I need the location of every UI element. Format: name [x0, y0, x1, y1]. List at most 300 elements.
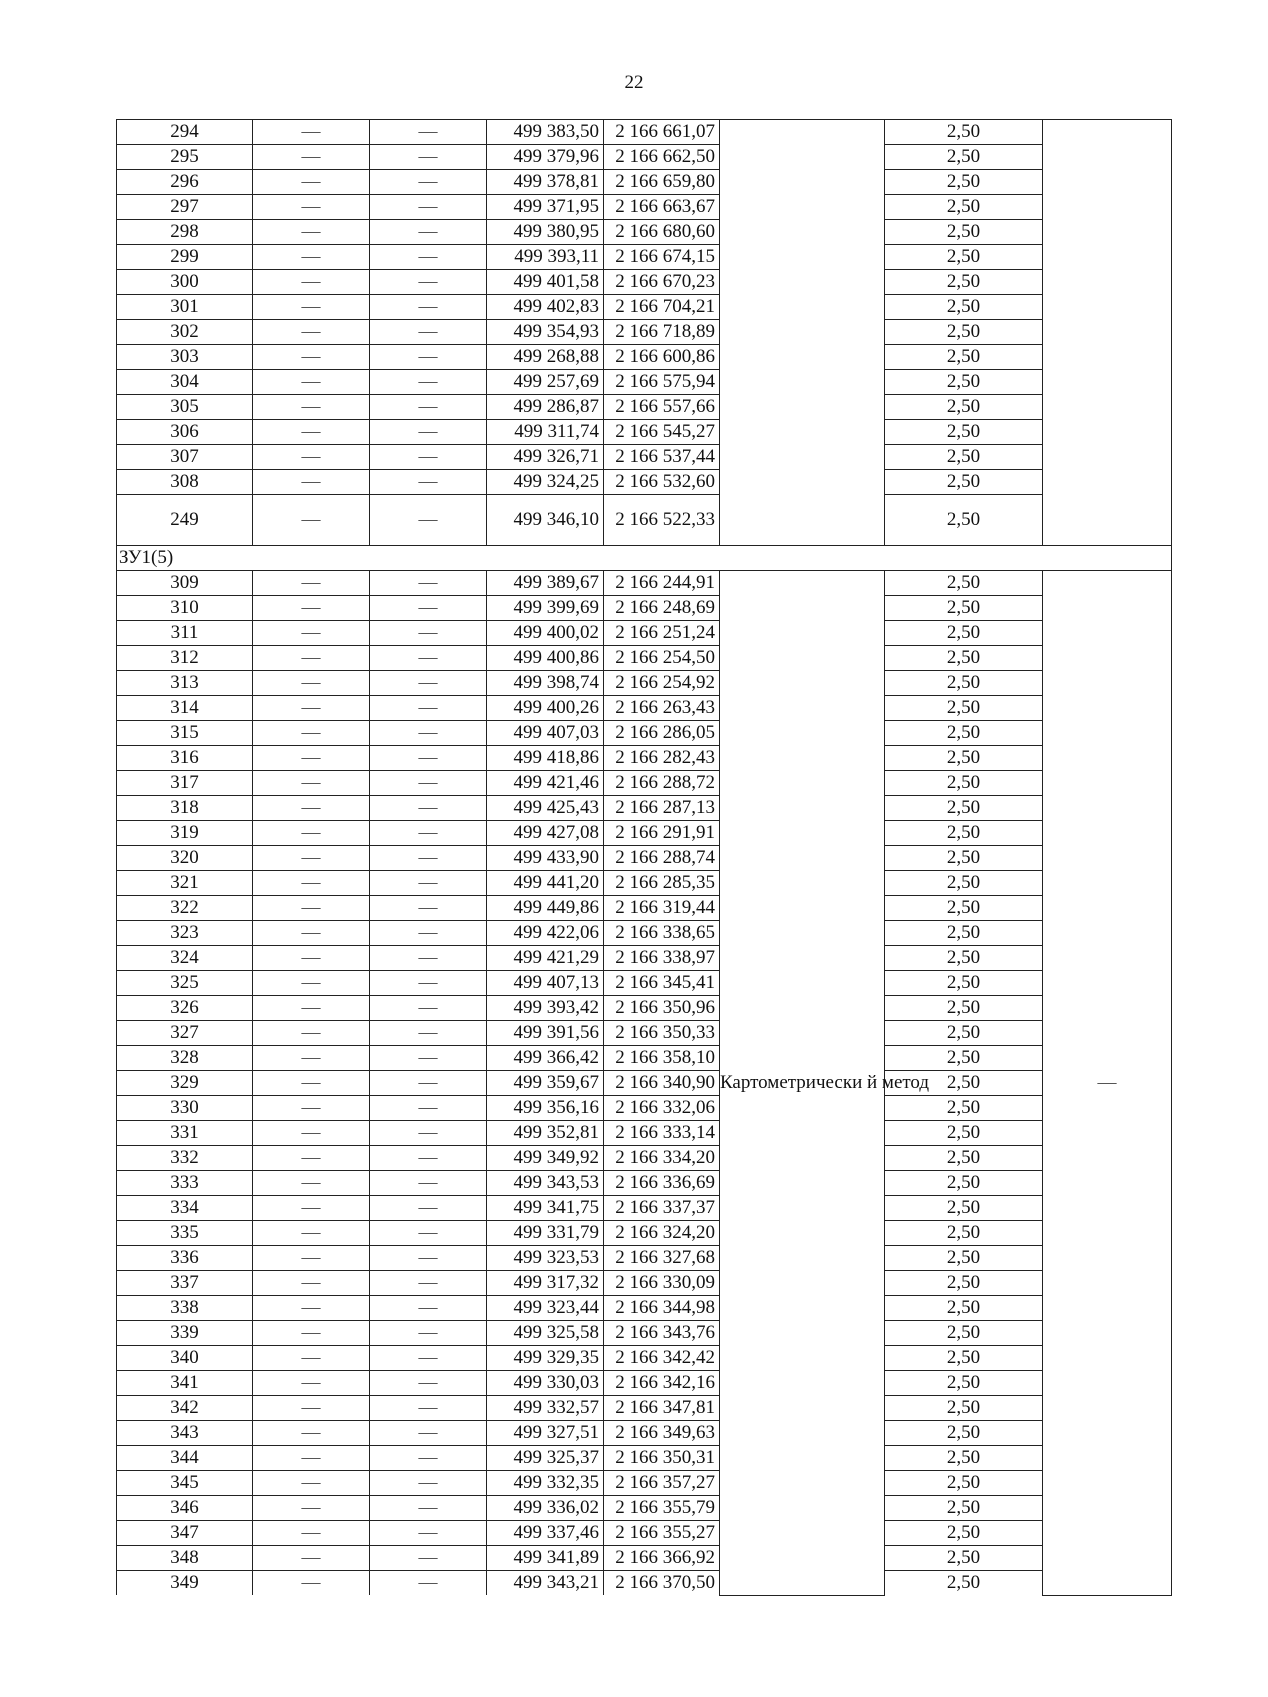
point-number: 346	[117, 1496, 253, 1521]
point-number: 249	[117, 495, 253, 546]
old-y-value: —	[370, 1521, 487, 1546]
section-row	[117, 546, 1172, 571]
old-x-value: —	[253, 796, 370, 821]
old-y-value: —	[370, 946, 487, 971]
table-row	[117, 971, 1172, 996]
page-number: 22	[624, 72, 644, 93]
old-x-value: —	[253, 320, 370, 345]
y-coordinate: 2 166 522,33	[604, 495, 720, 546]
x-coordinate: 499 323,44	[487, 1296, 604, 1321]
y-coordinate: 2 166 338,65	[604, 921, 720, 946]
y-coordinate: 2 166 342,16	[604, 1371, 720, 1396]
table-row	[117, 896, 1172, 921]
old-x-value: —	[253, 1071, 370, 1096]
point-number: 296	[117, 170, 253, 195]
table-row	[117, 1546, 1172, 1571]
old-x-value: —	[253, 1196, 370, 1221]
table-row	[117, 1446, 1172, 1471]
y-coordinate: 2 166 355,79	[604, 1496, 720, 1521]
point-number: 324	[117, 946, 253, 971]
old-x-value: —	[253, 345, 370, 370]
y-coordinate: 2 166 537,44	[604, 445, 720, 470]
old-y-value: —	[370, 1421, 487, 1446]
old-y-value: —	[370, 746, 487, 771]
point-number: 301	[117, 295, 253, 320]
table-row	[117, 746, 1172, 771]
accuracy-value: 2,50	[885, 145, 1043, 170]
old-y-value: —	[370, 1021, 487, 1046]
method-cell: Картометрически й метод	[720, 571, 885, 1596]
table-row	[117, 696, 1172, 721]
point-number: 314	[117, 696, 253, 721]
x-coordinate: 499 326,71	[487, 445, 604, 470]
old-x-value: —	[253, 571, 370, 596]
old-y-value: —	[370, 345, 487, 370]
old-x-value: —	[253, 871, 370, 896]
old-y-value: —	[370, 495, 487, 546]
y-coordinate: 2 166 334,20	[604, 1146, 720, 1171]
old-x-value: —	[253, 295, 370, 320]
accuracy-value: 2,50	[885, 345, 1043, 370]
point-number: 305	[117, 395, 253, 420]
y-coordinate: 2 166 263,43	[604, 696, 720, 721]
point-number: 338	[117, 1296, 253, 1321]
x-coordinate: 499 317,32	[487, 1271, 604, 1296]
accuracy-value: 2,50	[885, 1246, 1043, 1271]
y-coordinate: 2 166 282,43	[604, 746, 720, 771]
x-coordinate: 499 325,58	[487, 1321, 604, 1346]
point-number: 308	[117, 470, 253, 495]
accuracy-value: 2,50	[885, 270, 1043, 295]
x-coordinate: 499 325,37	[487, 1446, 604, 1471]
accuracy-value: 2,50	[885, 1396, 1043, 1421]
old-x-value: —	[253, 1046, 370, 1071]
table-row	[117, 1296, 1172, 1321]
y-coordinate: 2 166 333,14	[604, 1121, 720, 1146]
x-coordinate: 499 329,35	[487, 1346, 604, 1371]
accuracy-value: 2,50	[885, 571, 1043, 596]
point-number: 348	[117, 1546, 253, 1571]
table-row	[117, 646, 1172, 671]
y-coordinate: 2 166 600,86	[604, 345, 720, 370]
table-row	[117, 170, 1172, 195]
x-coordinate: 499 356,16	[487, 1096, 604, 1121]
x-coordinate: 499 337,46	[487, 1521, 604, 1546]
y-coordinate: 2 166 251,24	[604, 621, 720, 646]
old-y-value: —	[370, 1371, 487, 1396]
point-number: 341	[117, 1371, 253, 1396]
y-coordinate: 2 166 349,63	[604, 1421, 720, 1446]
table-row	[117, 1071, 1172, 1096]
old-x-value: —	[253, 1421, 370, 1446]
old-y-value: —	[370, 1196, 487, 1221]
y-coordinate: 2 166 291,91	[604, 821, 720, 846]
y-coordinate: 2 166 545,27	[604, 420, 720, 445]
table-row	[117, 420, 1172, 445]
old-y-value: —	[370, 1321, 487, 1346]
table-row	[117, 295, 1172, 320]
table-row	[117, 1246, 1172, 1271]
point-number: 303	[117, 345, 253, 370]
old-x-value: —	[253, 621, 370, 646]
point-number: 313	[117, 671, 253, 696]
x-coordinate: 499 427,08	[487, 821, 604, 846]
table-row	[117, 1421, 1172, 1446]
y-coordinate: 2 166 336,69	[604, 1171, 720, 1196]
accuracy-value: 2,50	[885, 370, 1043, 395]
accuracy-value: 2,50	[885, 395, 1043, 420]
accuracy-value: 2,50	[885, 320, 1043, 345]
y-coordinate: 2 166 244,91	[604, 571, 720, 596]
point-number: 319	[117, 821, 253, 846]
old-y-value: —	[370, 1471, 487, 1496]
old-y-value: —	[370, 1121, 487, 1146]
accuracy-value: 2,50	[885, 120, 1043, 145]
point-number: 342	[117, 1396, 253, 1421]
table-row	[117, 1496, 1172, 1521]
accuracy-value: 2,50	[885, 896, 1043, 921]
old-x-value: —	[253, 1021, 370, 1046]
point-number: 304	[117, 370, 253, 395]
table-row	[117, 495, 1172, 546]
accuracy-value: 2,50	[885, 946, 1043, 971]
y-coordinate: 2 166 718,89	[604, 320, 720, 345]
old-x-value: —	[253, 596, 370, 621]
point-number: 323	[117, 921, 253, 946]
point-number: 332	[117, 1146, 253, 1171]
old-x-value: —	[253, 1546, 370, 1571]
table-row	[117, 571, 1172, 596]
x-coordinate: 499 391,56	[487, 1021, 604, 1046]
old-y-value: —	[370, 1271, 487, 1296]
x-coordinate: 499 346,10	[487, 495, 604, 546]
accuracy-value: 2,50	[885, 796, 1043, 821]
y-coordinate: 2 166 680,60	[604, 220, 720, 245]
point-number: 321	[117, 871, 253, 896]
point-number: 331	[117, 1121, 253, 1146]
x-coordinate: 499 354,93	[487, 320, 604, 345]
point-number: 344	[117, 1446, 253, 1471]
x-coordinate: 499 441,20	[487, 871, 604, 896]
accuracy-value: 2,50	[885, 821, 1043, 846]
old-x-value: —	[253, 470, 370, 495]
y-coordinate: 2 166 342,42	[604, 1346, 720, 1371]
description-cell	[1043, 120, 1172, 546]
accuracy-value: 2,50	[885, 921, 1043, 946]
y-coordinate: 2 166 366,92	[604, 1546, 720, 1571]
y-coordinate: 2 166 338,97	[604, 946, 720, 971]
x-coordinate: 499 327,51	[487, 1421, 604, 1446]
accuracy-value: 2,50	[885, 1296, 1043, 1321]
x-coordinate: 499 449,86	[487, 896, 604, 921]
old-y-value: —	[370, 796, 487, 821]
y-coordinate: 2 166 662,50	[604, 145, 720, 170]
accuracy-value: 2,50	[885, 1221, 1043, 1246]
old-y-value: —	[370, 621, 487, 646]
table-row	[117, 145, 1172, 170]
accuracy-value: 2,50	[885, 1471, 1043, 1496]
x-coordinate: 499 341,89	[487, 1546, 604, 1571]
accuracy-value: 2,50	[885, 1371, 1043, 1396]
x-coordinate: 499 349,92	[487, 1146, 604, 1171]
point-number: 347	[117, 1521, 253, 1546]
table-row	[117, 195, 1172, 220]
table-row	[117, 1046, 1172, 1071]
y-coordinate: 2 166 532,60	[604, 470, 720, 495]
old-y-value: —	[370, 696, 487, 721]
point-number: 328	[117, 1046, 253, 1071]
description-cell: —	[1043, 571, 1172, 1596]
y-coordinate: 2 166 370,50	[604, 1571, 720, 1596]
point-number: 343	[117, 1421, 253, 1446]
table-row	[117, 946, 1172, 971]
old-y-value: —	[370, 1171, 487, 1196]
old-y-value: —	[370, 170, 487, 195]
old-y-value: —	[370, 1446, 487, 1471]
y-coordinate: 2 166 670,23	[604, 270, 720, 295]
point-number: 326	[117, 996, 253, 1021]
y-coordinate: 2 166 332,06	[604, 1096, 720, 1121]
old-x-value: —	[253, 420, 370, 445]
coordinates-table	[116, 119, 1172, 1596]
old-y-value: —	[370, 420, 487, 445]
old-y-value: —	[370, 646, 487, 671]
table-row	[117, 120, 1172, 145]
y-coordinate: 2 166 355,27	[604, 1521, 720, 1546]
accuracy-value: 2,50	[885, 721, 1043, 746]
table-row	[117, 1271, 1172, 1296]
x-coordinate: 499 331,79	[487, 1221, 604, 1246]
table-row	[117, 245, 1172, 270]
point-number: 345	[117, 1471, 253, 1496]
table-row	[117, 1121, 1172, 1146]
old-x-value: —	[253, 170, 370, 195]
old-x-value: —	[253, 1296, 370, 1321]
y-coordinate: 2 166 661,07	[604, 120, 720, 145]
coordinates-table-body	[117, 120, 1172, 1596]
x-coordinate: 499 422,06	[487, 921, 604, 946]
y-coordinate: 2 166 254,50	[604, 646, 720, 671]
x-coordinate: 499 332,35	[487, 1471, 604, 1496]
point-number: 340	[117, 1346, 253, 1371]
table-row	[117, 1321, 1172, 1346]
x-coordinate: 499 366,42	[487, 1046, 604, 1071]
x-coordinate: 499 399,69	[487, 596, 604, 621]
old-x-value: —	[253, 971, 370, 996]
x-coordinate: 499 425,43	[487, 796, 604, 821]
table-row	[117, 395, 1172, 420]
accuracy-value: 2,50	[885, 1321, 1043, 1346]
old-y-value: —	[370, 320, 487, 345]
table-row	[117, 796, 1172, 821]
old-x-value: —	[253, 495, 370, 546]
accuracy-value: 2,50	[885, 696, 1043, 721]
table-row	[117, 921, 1172, 946]
old-x-value: —	[253, 746, 370, 771]
old-y-value: —	[370, 571, 487, 596]
accuracy-value: 2,50	[885, 1046, 1043, 1071]
accuracy-value: 2,50	[885, 1521, 1043, 1546]
table-row	[117, 1171, 1172, 1196]
section-label: ЗУ1(5)	[117, 546, 1172, 571]
old-x-value: —	[253, 821, 370, 846]
x-coordinate: 499 324,25	[487, 470, 604, 495]
old-y-value: —	[370, 996, 487, 1021]
old-y-value: —	[370, 1571, 487, 1596]
table-row	[117, 671, 1172, 696]
old-x-value: —	[253, 1346, 370, 1371]
x-coordinate: 499 323,53	[487, 1246, 604, 1271]
point-number: 309	[117, 571, 253, 596]
y-coordinate: 2 166 659,80	[604, 170, 720, 195]
y-coordinate: 2 166 704,21	[604, 295, 720, 320]
old-y-value: —	[370, 445, 487, 470]
old-y-value: —	[370, 671, 487, 696]
old-y-value: —	[370, 821, 487, 846]
accuracy-value: 2,50	[885, 596, 1043, 621]
old-y-value: —	[370, 120, 487, 145]
old-y-value: —	[370, 896, 487, 921]
old-y-value: —	[370, 921, 487, 946]
x-coordinate: 499 380,95	[487, 220, 604, 245]
y-coordinate: 2 166 287,13	[604, 796, 720, 821]
table-row	[117, 1221, 1172, 1246]
accuracy-value: 2,50	[885, 1121, 1043, 1146]
x-coordinate: 499 400,26	[487, 696, 604, 721]
point-number: 317	[117, 771, 253, 796]
table-row	[117, 470, 1172, 495]
table-row	[117, 846, 1172, 871]
y-coordinate: 2 166 254,92	[604, 671, 720, 696]
point-number: 336	[117, 1246, 253, 1271]
y-coordinate: 2 166 557,66	[604, 395, 720, 420]
old-x-value: —	[253, 220, 370, 245]
x-coordinate: 499 268,88	[487, 345, 604, 370]
accuracy-value: 2,50	[885, 971, 1043, 996]
accuracy-value: 2,50	[885, 220, 1043, 245]
x-coordinate: 499 352,81	[487, 1121, 604, 1146]
old-x-value: —	[253, 996, 370, 1021]
point-number: 327	[117, 1021, 253, 1046]
point-number: 306	[117, 420, 253, 445]
point-number: 297	[117, 195, 253, 220]
point-number: 298	[117, 220, 253, 245]
x-coordinate: 499 286,87	[487, 395, 604, 420]
y-coordinate: 2 166 358,10	[604, 1046, 720, 1071]
point-number: 322	[117, 896, 253, 921]
old-y-value: —	[370, 1096, 487, 1121]
table-row	[117, 1521, 1172, 1546]
x-coordinate: 499 341,75	[487, 1196, 604, 1221]
x-coordinate: 499 330,03	[487, 1371, 604, 1396]
old-y-value: —	[370, 145, 487, 170]
table-row	[117, 1196, 1172, 1221]
x-coordinate: 499 378,81	[487, 170, 604, 195]
old-x-value: —	[253, 1396, 370, 1421]
table-row	[117, 1346, 1172, 1371]
accuracy-value: 2,50	[885, 1096, 1043, 1121]
old-y-value: —	[370, 370, 487, 395]
old-x-value: —	[253, 1096, 370, 1121]
x-coordinate: 499 407,13	[487, 971, 604, 996]
y-coordinate: 2 166 350,96	[604, 996, 720, 1021]
old-y-value: —	[370, 1046, 487, 1071]
y-coordinate: 2 166 357,27	[604, 1471, 720, 1496]
old-y-value: —	[370, 1146, 487, 1171]
old-x-value: —	[253, 1521, 370, 1546]
point-number: 318	[117, 796, 253, 821]
old-x-value: —	[253, 671, 370, 696]
accuracy-value: 2,50	[885, 1196, 1043, 1221]
y-coordinate: 2 166 663,67	[604, 195, 720, 220]
old-x-value: —	[253, 1146, 370, 1171]
old-x-value: —	[253, 1171, 370, 1196]
accuracy-value: 2,50	[885, 1446, 1043, 1471]
old-y-value: —	[370, 1246, 487, 1271]
old-y-value: —	[370, 1546, 487, 1571]
point-number: 320	[117, 846, 253, 871]
x-coordinate: 499 343,21	[487, 1571, 604, 1596]
old-y-value: —	[370, 1496, 487, 1521]
table-row	[117, 320, 1172, 345]
point-number: 349	[117, 1571, 253, 1596]
table-row	[117, 996, 1172, 1021]
point-number: 300	[117, 270, 253, 295]
old-x-value: —	[253, 1121, 370, 1146]
accuracy-value: 2,50	[885, 846, 1043, 871]
x-coordinate: 499 418,86	[487, 746, 604, 771]
x-coordinate: 499 393,42	[487, 996, 604, 1021]
old-y-value: —	[370, 1346, 487, 1371]
accuracy-value: 2,50	[885, 1171, 1043, 1196]
old-x-value: —	[253, 896, 370, 921]
table-row	[117, 270, 1172, 295]
old-x-value: —	[253, 1496, 370, 1521]
x-coordinate: 499 433,90	[487, 846, 604, 871]
point-number: 325	[117, 971, 253, 996]
y-coordinate: 2 166 345,41	[604, 971, 720, 996]
point-number: 302	[117, 320, 253, 345]
x-coordinate: 499 400,86	[487, 646, 604, 671]
accuracy-value: 2,50	[885, 495, 1043, 546]
old-y-value: —	[370, 1221, 487, 1246]
old-x-value: —	[253, 696, 370, 721]
accuracy-value: 2,50	[885, 871, 1043, 896]
y-coordinate: 2 166 330,09	[604, 1271, 720, 1296]
point-number: 307	[117, 445, 253, 470]
y-coordinate: 2 166 575,94	[604, 370, 720, 395]
table-row	[117, 771, 1172, 796]
y-coordinate: 2 166 285,35	[604, 871, 720, 896]
accuracy-value: 2,50	[885, 746, 1043, 771]
point-number: 335	[117, 1221, 253, 1246]
accuracy-value: 2,50	[885, 1021, 1043, 1046]
accuracy-value: 2,50	[885, 1421, 1043, 1446]
y-coordinate: 2 166 350,31	[604, 1446, 720, 1471]
old-x-value: —	[253, 120, 370, 145]
accuracy-value: 2,50	[885, 671, 1043, 696]
accuracy-value: 2,50	[885, 771, 1043, 796]
accuracy-value: 2,50	[885, 470, 1043, 495]
point-number: 334	[117, 1196, 253, 1221]
accuracy-value: 2,50	[885, 1546, 1043, 1571]
table-row	[117, 721, 1172, 746]
old-y-value: —	[370, 470, 487, 495]
table-row	[117, 370, 1172, 395]
y-coordinate: 2 166 248,69	[604, 596, 720, 621]
old-y-value: —	[370, 220, 487, 245]
point-number: 337	[117, 1271, 253, 1296]
